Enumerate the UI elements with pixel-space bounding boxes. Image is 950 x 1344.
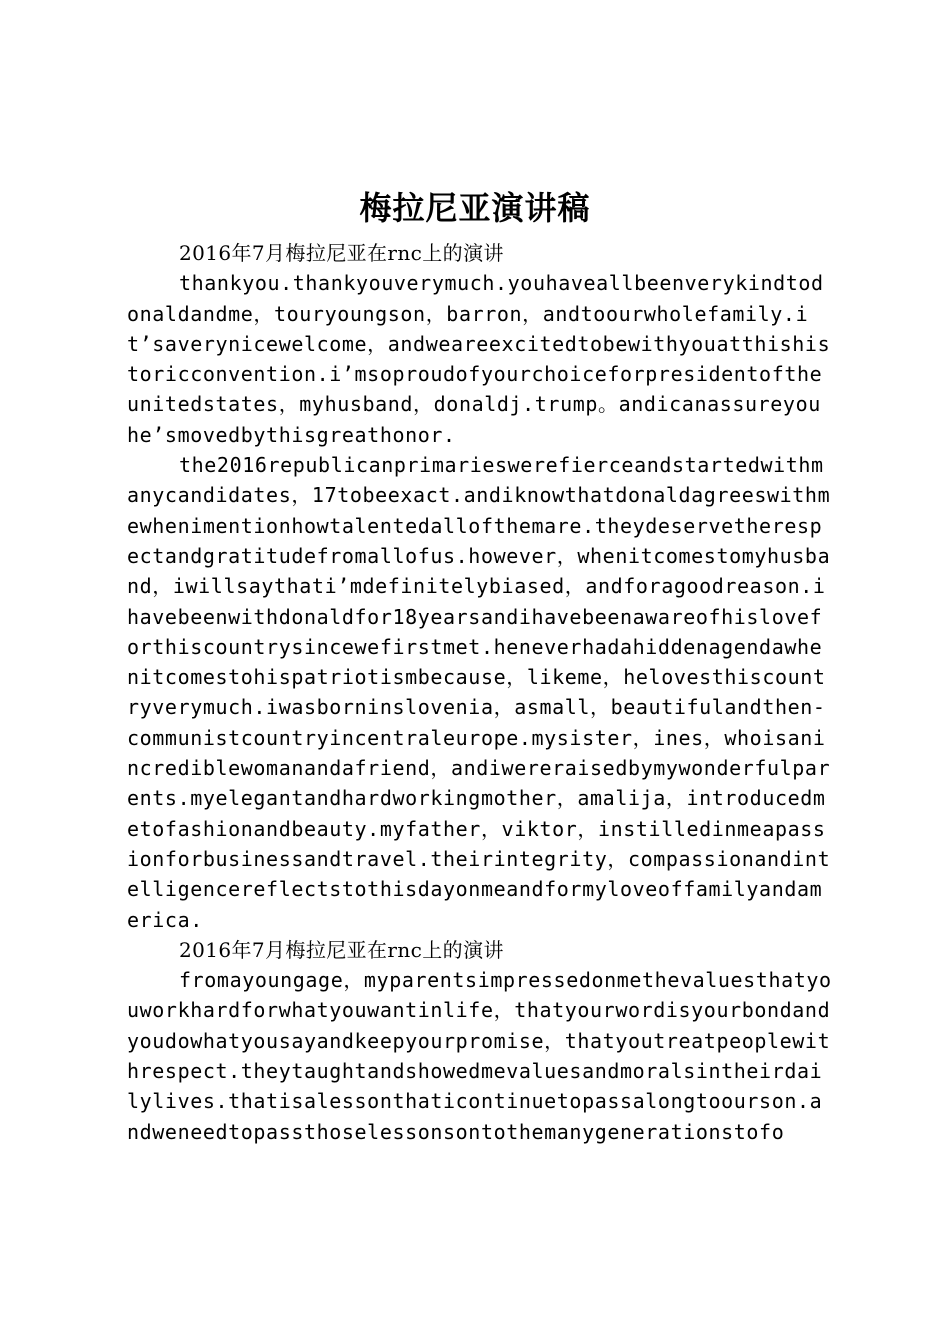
speech-subtitle: 2016年7月梅拉尼亚在rnc上的演讲 [179, 241, 504, 265]
document-title: 梅拉尼亚演讲稿 [359, 189, 591, 227]
speech-subtitle: 2016年7月梅拉尼亚在rnc上的演讲 [179, 937, 504, 962]
paragraph: thankyou.thankyouverymuch.youhaveallbeenverykindtodonaldandme，touryoungson，barron，andtoourwholefamily.it’saverynicewelcome，andweareexcitedtobewithyouatthishistoricconvention.i’msoproudofyourchoiceforpresidentoftheunitedstates，myhusband，donaldj.trump。andicanassureyouhe’smovedbythisgreathonor. [127, 271, 831, 447]
document-body [127, 238, 833, 1147]
paragraph: fromayoungage，myparentsimpressedonmethevaluesthatyouworkhardforwhatyouwantinlife，thatyourwordisyourbondandyoudowhatyousayandkeepyourpromise，thatyoutreatpeoplewithrespect.theytaughtandshowedmevaluesandmoralsintheirdailylives.thatisalessonthaticontinuetopassalongtoourson.andweneedtopassthoselessonsontothemanygenerationstofo [127, 968, 832, 1144]
paragraph: the2016republicanprimarieswerefierceandstartedwithmanycandidates，17tobeexact.andiknowthatdonaldagreeswithmewhenimentionhowtalentedallofthemare.theydeservetherespectandgratitudefromallofus.however，whenitcomestomyhusband，iwillsaythati’mdefinitelybiased，andforagoodreason.ihavebeenwithdonaldfor18yearsandihavebeenawareofhisloveforthiscountrysincewefirstmet.heneverhadahiddenagendawhenitcomestohispatriotismbecause，likeme，helovesthiscountryverymuch.iwasborninslovenia，asmall，beautifulandthen-communistcountryincentraleurope.mysister，ines，whoisanincrediblewomanandafriend，andiwereraisedbymywonderfulparents.myelegantandhardworkingmother，amalija，introducedmetofashionandbeauty.myfather，viktor，instilledinmeapassionforbusinessandtravel.theirintegrity，compassionandintelligencereflectstothisdayonmeandformyloveoffamilyandamerica. [127, 453, 831, 932]
